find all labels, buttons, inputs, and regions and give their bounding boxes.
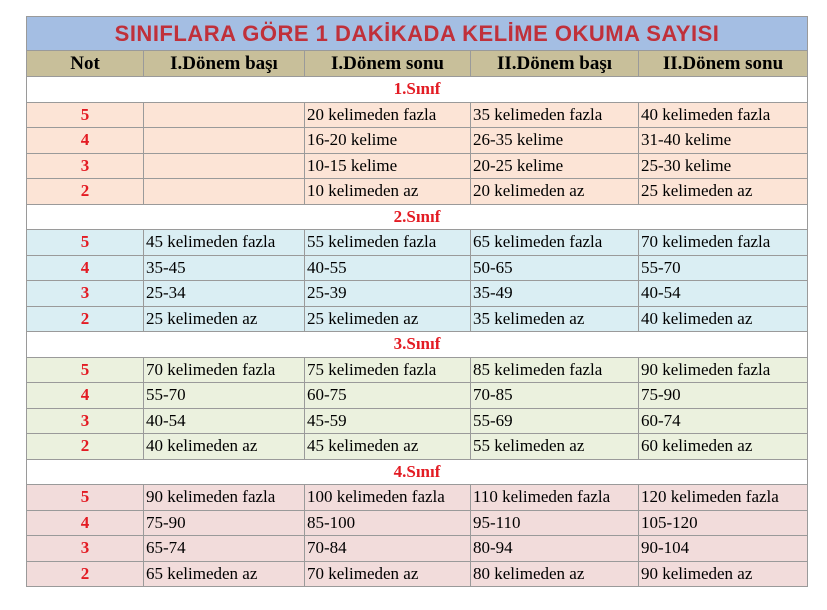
grade-cell: 2	[27, 179, 144, 205]
value-cell: 85 kelimeden fazla	[471, 357, 639, 383]
value-cell: 55-70	[639, 255, 808, 281]
table-row	[27, 306, 808, 332]
value-cell: 40-54	[639, 281, 808, 307]
value-cell	[144, 102, 305, 128]
value-cell: 10 kelimeden az	[305, 179, 471, 205]
value-cell: 55 kelimeden fazla	[305, 230, 471, 256]
table-row	[27, 102, 808, 128]
value-cell: 85-100	[305, 510, 471, 536]
value-cell: 70-84	[305, 536, 471, 562]
header-term2-end: II.Dönem sonu	[639, 51, 808, 77]
value-cell: 25 kelimeden az	[305, 306, 471, 332]
value-cell: 105-120	[639, 510, 808, 536]
table-row	[27, 179, 808, 205]
grade-cell: 5	[27, 230, 144, 256]
table-row	[27, 357, 808, 383]
header-not: Not	[27, 51, 144, 77]
value-cell: 50-65	[471, 255, 639, 281]
value-cell: 20-25 kelime	[471, 153, 639, 179]
value-cell: 25-30 kelime	[639, 153, 808, 179]
grade-cell: 2	[27, 306, 144, 332]
table-body	[27, 77, 808, 587]
value-cell: 40 kelimeden az	[144, 434, 305, 460]
value-cell: 35 kelimeden fazla	[471, 102, 639, 128]
value-cell	[144, 128, 305, 154]
value-cell: 55 kelimeden az	[471, 434, 639, 460]
value-cell: 20 kelimeden az	[471, 179, 639, 205]
value-cell: 40 kelimeden fazla	[639, 102, 808, 128]
table-row	[27, 153, 808, 179]
class-header-row	[27, 204, 808, 230]
value-cell: 100 kelimeden fazla	[305, 485, 471, 511]
value-cell: 90 kelimeden az	[639, 561, 808, 587]
table-row	[27, 383, 808, 409]
value-cell: 70 kelimeden az	[305, 561, 471, 587]
class-label: 2.Sınıf	[27, 204, 808, 230]
value-cell	[144, 179, 305, 205]
class-header-row	[27, 459, 808, 485]
grade-cell: 4	[27, 128, 144, 154]
value-cell: 75-90	[639, 383, 808, 409]
grade-cell: 5	[27, 485, 144, 511]
value-cell: 26-35 kelime	[471, 128, 639, 154]
value-cell: 80-94	[471, 536, 639, 562]
value-cell: 40 kelimeden az	[639, 306, 808, 332]
table-row	[27, 128, 808, 154]
value-cell: 60-75	[305, 383, 471, 409]
value-cell: 70 kelimeden fazla	[144, 357, 305, 383]
value-cell	[144, 153, 305, 179]
value-cell: 90 kelimeden fazla	[639, 357, 808, 383]
grade-cell: 3	[27, 153, 144, 179]
grade-cell: 3	[27, 536, 144, 562]
value-cell: 60 kelimeden az	[639, 434, 808, 460]
value-cell: 55-69	[471, 408, 639, 434]
value-cell: 25-39	[305, 281, 471, 307]
table-title: SINIFLARA GÖRE 1 DAKİKADA KELİME OKUMA SAYISI	[27, 17, 808, 51]
value-cell: 90 kelimeden fazla	[144, 485, 305, 511]
class-label: 1.Sınıf	[27, 77, 808, 103]
table-row	[27, 408, 808, 434]
grade-cell: 2	[27, 434, 144, 460]
grade-cell: 3	[27, 281, 144, 307]
table-row	[27, 536, 808, 562]
grade-cell: 3	[27, 408, 144, 434]
value-cell: 35-45	[144, 255, 305, 281]
table-row	[27, 281, 808, 307]
header-term1-end: I.Dönem sonu	[305, 51, 471, 77]
class-label: 4.Sınıf	[27, 459, 808, 485]
value-cell: 65 kelimeden az	[144, 561, 305, 587]
value-cell: 80 kelimeden az	[471, 561, 639, 587]
value-cell: 45-59	[305, 408, 471, 434]
value-cell: 25-34	[144, 281, 305, 307]
value-cell: 60-74	[639, 408, 808, 434]
value-cell: 55-70	[144, 383, 305, 409]
value-cell: 70 kelimeden fazla	[639, 230, 808, 256]
value-cell: 40-55	[305, 255, 471, 281]
header-term1-start: I.Dönem başı	[144, 51, 305, 77]
value-cell: 10-15 kelime	[305, 153, 471, 179]
grade-cell: 4	[27, 255, 144, 281]
value-cell: 70-85	[471, 383, 639, 409]
value-cell: 25 kelimeden az	[639, 179, 808, 205]
table-row	[27, 255, 808, 281]
grade-cell: 5	[27, 357, 144, 383]
class-header-row	[27, 77, 808, 103]
value-cell: 65-74	[144, 536, 305, 562]
value-cell: 40-54	[144, 408, 305, 434]
title-row	[27, 17, 808, 51]
class-label: 3.Sınıf	[27, 332, 808, 358]
grade-cell: 2	[27, 561, 144, 587]
table-row	[27, 230, 808, 256]
value-cell: 20 kelimeden fazla	[305, 102, 471, 128]
value-cell: 120 kelimeden fazla	[639, 485, 808, 511]
value-cell: 90-104	[639, 536, 808, 562]
value-cell: 75 kelimeden fazla	[305, 357, 471, 383]
table-row	[27, 561, 808, 587]
table-row	[27, 485, 808, 511]
value-cell: 35-49	[471, 281, 639, 307]
value-cell: 45 kelimeden fazla	[144, 230, 305, 256]
value-cell: 65 kelimeden fazla	[471, 230, 639, 256]
value-cell: 35 kelimeden az	[471, 306, 639, 332]
value-cell: 31-40 kelime	[639, 128, 808, 154]
value-cell: 25 kelimeden az	[144, 306, 305, 332]
class-header-row	[27, 332, 808, 358]
grade-cell: 4	[27, 383, 144, 409]
table-row	[27, 434, 808, 460]
value-cell: 75-90	[144, 510, 305, 536]
value-cell: 95-110	[471, 510, 639, 536]
grade-cell: 5	[27, 102, 144, 128]
value-cell: 110 kelimeden fazla	[471, 485, 639, 511]
reading-speed-table	[26, 16, 808, 587]
value-cell: 16-20 kelime	[305, 128, 471, 154]
table-row	[27, 510, 808, 536]
grade-cell: 4	[27, 510, 144, 536]
value-cell: 45 kelimeden az	[305, 434, 471, 460]
header-row	[27, 51, 808, 77]
header-term2-start: II.Dönem başı	[471, 51, 639, 77]
